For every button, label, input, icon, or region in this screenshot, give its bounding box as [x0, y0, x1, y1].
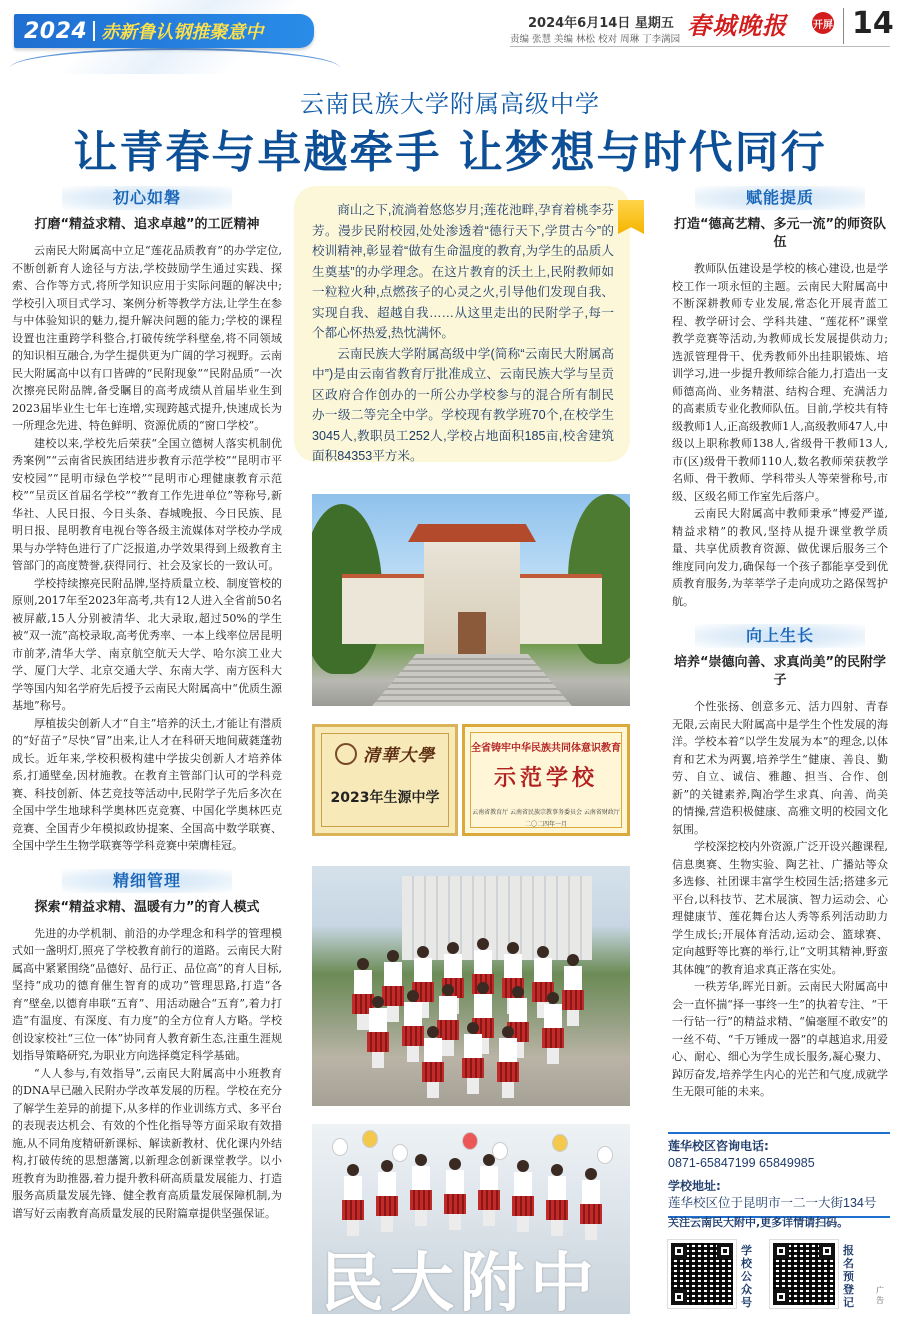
tsinghua-emblem-icon [335, 743, 357, 765]
figure-head [467, 1022, 479, 1034]
banner-tag [14, 14, 314, 48]
figure-shirt [344, 1176, 362, 1200]
paragraph: 学校持续擦亮民附品牌,坚持质量立校、制度管校的原则,2017年至2023年高考,共有12人进入全省前50名被屏蔽,15人分别被清华、北大录取,超过50%的学生被“双一流”高校录取,高考优秀率、一本上线率位居昆明市前茅,清华大学、南京航空航天大学、哈尔滨工业大学、厦门大学、北京交通大学、东南大学、南方医科大学等国内知名学府先后授予云南民大附属高中“优质生源基地”称号。 [12, 576, 282, 712]
editor-credits: 责编 张慧 美编 林松 校对 周琳 丁李满园 [510, 34, 681, 45]
figure-shirt [564, 966, 582, 990]
figure-head [381, 1160, 393, 1172]
qr-finder [773, 1289, 789, 1305]
figure-head [407, 990, 419, 1002]
section-heading-1: 打磨“精益求精、追求卓越”的工匠精神 [34, 217, 260, 232]
section-heading-2: 探索“精益求精、温暖有力”的育人模式 [34, 899, 260, 915]
figure-legs [502, 1082, 514, 1098]
student-figure [497, 1026, 519, 1098]
balloon [552, 1134, 568, 1152]
figure-skirt [478, 1190, 500, 1210]
student-figure [422, 1026, 444, 1098]
qr-code-icon[interactable] [668, 1240, 736, 1308]
contact-rule [668, 1132, 890, 1134]
student-figure [342, 1164, 364, 1236]
phone-label: 莲华校区咨询电话: [668, 1139, 769, 1153]
figure-head [517, 1160, 529, 1172]
figure-legs [567, 1010, 579, 1026]
issue-date: 2024年6月14日 星期五 [528, 16, 674, 31]
building-wing [342, 574, 426, 644]
student-figure [444, 1158, 466, 1230]
figure-legs [517, 1216, 529, 1232]
header-rule [510, 46, 890, 47]
paragraph: 个性张扬、创意多元、活力四射、青春无限,云南民大附属高中是学生个性发展的海洋。学校本着“以学生发展为本”的理念,以体育和艺术为两翼,培养学生“健康、善良、勤劳、自立、诚信、雅趣、担当、合作、创新”的关键素养,陶冶学生求真、向善、尚美的情操,营造积极健康、高雅文明的校园文化氛围。 [672, 700, 888, 836]
figure-head [477, 938, 489, 950]
student-figure [376, 1160, 398, 1232]
front-steps [372, 654, 572, 706]
main-building [424, 536, 520, 656]
building-wing [518, 574, 602, 644]
students-group-photo [312, 866, 630, 1106]
figure-legs [415, 1210, 427, 1226]
qr-finder [819, 1243, 835, 1259]
middle-column [294, 186, 662, 462]
newspaper-logo: 春城晚报 [687, 11, 787, 40]
figure-shirt [480, 1166, 498, 1190]
figure-legs [407, 1046, 419, 1062]
model-school-plaque [462, 724, 630, 836]
figure-skirt [580, 1204, 602, 1224]
figure-head [347, 1164, 359, 1176]
figure-skirt [342, 1200, 364, 1220]
figure-head [537, 946, 549, 958]
paragraph: 学校深挖校内外资源,广泛开设兴趣课程,信息奥赛、生物实验、陶艺社、广播站等众多选修、社团课丰富学生校园生活;搭建多元平台,以科技节、艺术展演、智力运动会、心理健康节、莲花舞台达人秀等系列活动助力学生成长;开展体育活动,运动会、篮球赛、定向越野等比赛的举行,让“文明其精神,野蛮其体魄”的教育追求真正落在实处。 [672, 840, 888, 976]
figure-skirt [546, 1200, 568, 1220]
figure-head [427, 1026, 439, 1038]
intro-box [294, 186, 630, 462]
figure-head [417, 946, 429, 958]
figure-shirt [544, 1004, 562, 1028]
balloon [332, 1138, 348, 1156]
balloon [492, 1142, 508, 1160]
figure-head [551, 1164, 563, 1176]
phone-numbers: 0871-65847199 65849985 [668, 1156, 815, 1170]
plaque-title: 示范学校 [493, 766, 598, 791]
section-banner [0, 0, 360, 74]
section-heading-4: 培养“崇德向善、求真尚美”的民附学子 [673, 655, 887, 688]
student-figure [562, 954, 584, 1026]
figure-shirt [582, 1180, 600, 1204]
section-tag-jingxi: 精细管理 [62, 869, 232, 893]
figure-shirt [509, 998, 527, 1022]
paragraph: 厚植拔尖创新人才“自主”培养的沃土,才能让有潜质的“好苗子”尽快“冒”出来,让人才在科研天地间葳蕤蓬勃成长。近年来,学校积极构建中学拔尖创新人才培养体系,打通壁垒,因材施教。在教育主管部门认可的学科竞赛、科技创新、体艺竞技等活动中,民附学子先后多次在全国中学生地球科学奥林匹克竞赛、中国化学奥林匹克竞赛、全国青少年模拟政协提案、全国高中数学联赛、全国中学生生物学联赛等学科竞赛中荣膺桂冠。 [12, 716, 282, 852]
figure-skirt [512, 1196, 534, 1216]
balloon [597, 1146, 613, 1164]
paragraph: “人人参与,有效指导”,云南民大附属高中小班教育的DNA早已融入民附办学改革发展的历程。学校在充分了解学生差异的前提下,从多样的作业训练方式、多平台的表现表达机会、有效的个性化指导等方面采取有效措施,从不同角度精研新课标、解读新教材、优化课内外结构,打破传统的思想藩篱,以新理念创新课堂教学。以小班教育为助推器,着力提升教科研高质量发展能力、打造服务高质量发展先锋、健全教育高质量发展保障机制,为谱写好云南教育高质量发展的民附篇章提供坚强保证。 [12, 1066, 282, 1220]
figure-legs [427, 1082, 439, 1098]
figure-shirt [446, 1170, 464, 1194]
figure-head [447, 942, 459, 954]
figure-shirt [378, 1172, 396, 1196]
figure-skirt [367, 1032, 389, 1052]
plaque-date: 二〇二四年一月 [524, 821, 567, 828]
section-heading-3: 打造“德高艺精、多元一流”的师资队伍 [673, 217, 887, 250]
page-number: 14 [852, 6, 894, 41]
student-figure [546, 1164, 568, 1236]
article-title: 让青春与卓越牵手 让梦想与时代同行 [73, 127, 827, 178]
figure-shirt [424, 1038, 442, 1062]
figure-skirt [422, 1062, 444, 1082]
kaiping-seal-icon: 开屏 [812, 12, 834, 34]
figure-skirt [410, 1190, 432, 1210]
qr-label-official: 学校公众号 [741, 1244, 752, 1309]
right-column [672, 186, 888, 1101]
advertisement-label: 广告 [876, 1286, 884, 1305]
balloon [392, 1144, 408, 1162]
school-sign-text: 民大附中 [320, 1247, 600, 1314]
qr-finder [671, 1289, 687, 1305]
banner-divider [93, 21, 95, 41]
figure-shirt [369, 1008, 387, 1032]
figure-shirt [354, 970, 372, 994]
figure-skirt [497, 1062, 519, 1082]
banner-title: 赤新鲁认钢推聚意中 [101, 22, 264, 43]
follow-prompt: 关注云南民大附中,更多详情请扫码。 [668, 1216, 849, 1229]
section-tag-xiangshang: 向上生长 [695, 624, 865, 648]
figure-skirt [444, 1194, 466, 1214]
balloon [462, 1132, 478, 1150]
figure-head [387, 950, 399, 962]
figure-skirt [376, 1196, 398, 1216]
figure-head [585, 1168, 597, 1180]
figure-legs [467, 1078, 479, 1094]
plaque-title: 2023年生源中学 [330, 790, 440, 806]
balloon [362, 1130, 378, 1148]
figure-shirt [534, 958, 552, 982]
student-figure [512, 1160, 534, 1232]
student-figure [367, 996, 389, 1068]
plaque-heading: 全省铸牢中华民族共同体意识教育 [471, 743, 621, 754]
figure-head [567, 954, 579, 966]
paragraph: 云南民大附属高中立足“莲花品质教育”的办学定位,不断创新育人途径与方法,学校鼓励学生通过实践、探索、合作等方式,将所学知识应用于实际问题的解决中;学校引入项目式学习、案例分析等教学方法,让学生在参与中体验知识的魅力,提升解决问题的能力;学校的课程设置也注重跨学科整合,打破传统学科壁垒,将不同领域的知识相互融合,为学生提供更为广阔的学习视野。云南民大附属高中以有口皆碑的“民附现象”“民附品质”一次次擦亮民附品牌,备受瞩目的高考成绩从首届毕业生到2023届毕业生七年七连增,实现跨越式提升,快速成长为一所理念先进、特色鲜明、资源优质的“窗口学校”。 [12, 244, 282, 432]
figure-shirt [444, 954, 462, 978]
figure-head [507, 942, 519, 954]
paragraph: 先进的办学机制、前沿的办学理念和科学的管理模式如一盏明灯,照亮了学校教育前行的道路。云南民大附属高中紧紧围绕“品德好、品行正、品位高”的育人目标,坚持“成功的德育催生智育的成功”管理思路,打造“各育”壁垒,以德育串联“五育”、用活动融合“五育”,着力打造“有温度、有深度、有力度”的全方位育人方略。学校创设家校社“三位一体”协同育人教育新生态,注重生涯规划指导策略研究,为职业方向选择奠定科学基础。 [12, 926, 282, 1062]
figure-shirt [499, 1038, 517, 1062]
figure-skirt [542, 1028, 564, 1048]
address-label: 学校地址: [668, 1179, 721, 1193]
campus-building-photo [312, 494, 630, 706]
qr-finder [773, 1243, 789, 1259]
figure-shirt [474, 950, 492, 974]
paragraph: 一秩芳华,晖光日新。云南民大附属高中会一直怀揣“择一事终一生”的执着专注、“干一行钻一行”的精益求精、“偏毫厘不敢安”的一丝不苟、“千万锤成一器”的卓越追求,用爱心、耐心、细心为学生成长服务,凝心聚力、踔厉奋发,培养学生内心的光芒和气度,成就学生无限可能的未来。 [672, 980, 888, 1098]
figure-shirt [439, 996, 457, 1020]
figure-head [442, 984, 454, 996]
banner-year: 2024 [24, 18, 88, 44]
bookmark-ribbon-icon [618, 200, 644, 234]
figure-shirt [414, 958, 432, 982]
figure-shirt [548, 1176, 566, 1200]
figure-shirt [504, 954, 522, 978]
figure-shirt [404, 1002, 422, 1026]
figure-head [502, 1026, 514, 1038]
student-figure [478, 1154, 500, 1226]
section-tag-chuxin: 初心如磐 [62, 186, 232, 210]
plaque-university-name: 清華大學 [363, 746, 435, 766]
student-figure [462, 1022, 484, 1094]
intro-paragraph: 商山之下,流淌着悠悠岁月;莲花池畔,孕育着桃李芬芳。漫步民附校园,处处渗透着“德行天下,学贯古今”的校训精神,彰显着“做有生命温度的教育,为学生的品质人生奠基”的办学理念。在这片教育的沃土上,民附教师如一粒粒火种,点燃孩子的心灵之火,引导他们发现自我、实现自我、超越自我……从这里走出的民附学子,每一个都心怀热爱,热忱满怀。 [312, 203, 614, 340]
student-figure [402, 990, 424, 1062]
intro-paragraph: 云南民族大学附属高级中学(简称“云南民大附属高中”)是由云南省教育厅批准成立、云南民族大学与呈贡区政府合作创办的一所公办学校参与的混合所有制民办一级二等完全中学。学校现有教学班70个,在校学生3045人,教职员工252人,学校占地面积185亩,校舍建筑面积84353平方米。 [312, 346, 614, 463]
section-tag-funeng: 赋能提质 [695, 186, 865, 210]
header-divider [843, 8, 844, 44]
figure-shirt [464, 1034, 482, 1058]
figure-legs [449, 1214, 461, 1230]
figure-head [547, 992, 559, 1004]
paragraph: 云南民大附属高中教师秉承“博爱严谨,精益求精”的教风,坚持从提升课堂教学质量、共享优质教育资源、做优课后服务三个维度同向发力,确保每一个孩子都能享受到优质教育服务,为莘莘学子走向成功之路保驾护航。 [672, 507, 888, 608]
figure-legs [381, 1216, 393, 1232]
qr-label-register: 报名预登记 [843, 1244, 854, 1309]
figure-skirt [402, 1026, 424, 1046]
left-column [12, 186, 282, 1222]
figure-head [372, 996, 384, 1008]
student-figure [410, 1154, 432, 1226]
figure-head [477, 982, 489, 994]
figure-shirt [412, 1166, 430, 1190]
figure-shirt [514, 1172, 532, 1196]
qr-code-icon[interactable] [770, 1240, 838, 1308]
figure-head [449, 1158, 461, 1170]
students-balloons-photo [312, 1124, 630, 1314]
qr-finder [717, 1243, 733, 1259]
paragraph: 教师队伍建设是学校的核心建设,也是学校工作一项永恒的主题。云南民大附属高中不断深耕教师专业发展,常态化开展青蓝工程、教学研讨会、学科共建、“莲花杯”课堂教学竞赛等活动,为教师成长发展提供动力;选派管理骨干、优秀教师外出挂职锻炼、培训学习,进一步提升教师综合能力,打造出一支师德高尚、业务精湛、结构合理、充满活力的高素质专业化教师队伍。目前,学校共有特级教师1人,正高级教师1人,高级教师47人,中级以上职称教师138人,省级骨干教师13人,市(区)级骨干教师110人,数名教师荣获教学名师、骨干教师、学科带头人等荣誉称号,市级、区级名师工作室先后落户。 [672, 262, 888, 503]
figure-legs [483, 1210, 495, 1226]
figure-shirt [384, 962, 402, 986]
address-text: 莲华校区位于昆明市一二一大街134号 [668, 1196, 877, 1210]
figure-shirt [474, 994, 492, 1018]
figure-legs [372, 1052, 384, 1068]
student-figure [542, 992, 564, 1064]
plaque-issuers: 云南省教育厅 云南省民族宗教事务委员会 云南省财政厅 [472, 809, 620, 816]
tsinghua-plaque [312, 724, 458, 836]
article-subtitle: 云南民族大学附属高级中学 [300, 90, 600, 118]
contact-info [668, 1128, 890, 1222]
qr-finder [671, 1243, 687, 1259]
student-figure [580, 1168, 602, 1240]
figure-head [512, 986, 524, 998]
figure-head [357, 958, 369, 970]
paragraph: 建校以来,学校先后荣获“全国立德树人落实机制优秀案例”“云南省民族团结进步教育示范学校”“昆明市平安校园”“昆明市绿色学校”“昆明市心理健康教育示范校”“呈贡区首届名学校”“教育工作先进单位”等称号,新华社、人民日报、今日头条、春城晚报、今日民族、昆明日报、昆明教育电视台等各级主流媒体对学校办学成果与办学特色进行了广泛报道,办学效果得到上级教育主管部门的高度赞誉,获得同行、社会及家长的一致认可。 [12, 436, 282, 572]
figure-skirt [562, 990, 584, 1010]
figure-legs [547, 1048, 559, 1064]
figure-head [415, 1154, 427, 1166]
figure-skirt [462, 1058, 484, 1078]
